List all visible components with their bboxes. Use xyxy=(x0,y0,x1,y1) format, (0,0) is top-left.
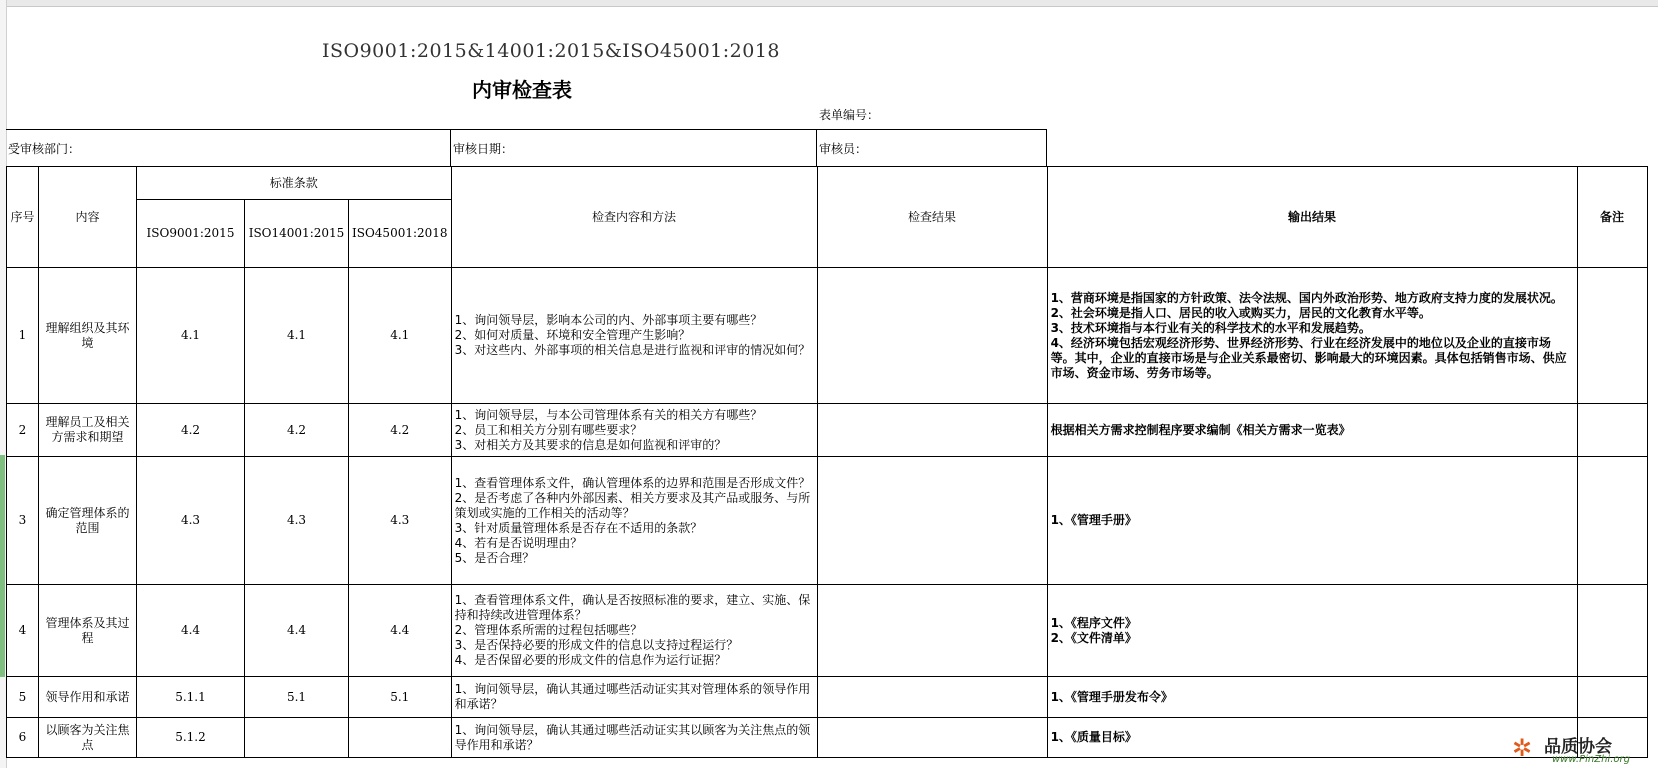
cell-iso14001: 4.2 xyxy=(245,404,349,457)
header-standard-clauses: 标准条款 xyxy=(137,167,452,200)
header-iso45001: ISO45001:2018 xyxy=(349,200,452,268)
header-iso14001: ISO14001:2015 xyxy=(245,200,349,268)
checklist-table xyxy=(6,166,1648,758)
header-seq: 序号 xyxy=(7,167,39,268)
cell-iso45001: 4.2 xyxy=(349,404,452,457)
auditor-label: 审核员： xyxy=(819,142,868,156)
cell-output: 1、《程序文件》 2、《文件清单》 xyxy=(1047,585,1577,677)
cell-result xyxy=(817,268,1047,404)
cell-remark xyxy=(1577,677,1647,718)
cell-output: 1、《管理手册》 xyxy=(1047,457,1577,585)
cell-iso14001: 4.1 xyxy=(245,268,349,404)
cell-content: 以顾客为关注焦点 xyxy=(39,718,137,758)
cell-content: 理解组织及其环境 xyxy=(39,268,137,404)
cell-iso14001: 4.4 xyxy=(245,585,349,677)
audit-date-label: 审核日期： xyxy=(453,142,514,156)
cell-iso45001: 4.4 xyxy=(349,585,452,677)
table-row xyxy=(7,404,1648,457)
cell-method: 1、询问领导层，与本公司管理体系有关的相关方有哪些？ 2、员工和相关方分别有哪些要求？ 3、对相关方及其要求的信息是如何监视和评审的？ xyxy=(451,404,817,457)
column-header-strip xyxy=(0,0,1658,7)
cell-result xyxy=(817,585,1047,677)
cell-method: 1、查看管理体系文件，确认管理体系的边界和范围是否形成文件？ 2、是否考虑了各种内外部因素、相关方要求及其产品或服务、与所策划或实施的工作相关的活动等？ 3、针对质量管理体系是否存在不适用的条款？ 4、若有是否说明理由？ 5、是否合理？ xyxy=(451,457,817,585)
cell-remark xyxy=(1577,404,1647,457)
cell-method: 1、询问领导层，影响本公司的内、外部事项主要有哪些？ 2、如何对质量、环境和安全管理产生影响？ 3、对这些内、外部事项的相关信息是进行监视和评审的情况如何？ xyxy=(451,268,817,404)
header-method: 检查内容和方法 xyxy=(451,167,817,268)
cell-content: 理解员工及相关方需求和期望 xyxy=(39,404,137,457)
cell-output: 根据相关方需求控制程序要求编制《相关方需求一览表》 xyxy=(1047,404,1577,457)
table-row xyxy=(7,585,1648,677)
table-row xyxy=(7,718,1648,758)
table-row xyxy=(7,268,1648,404)
cell-iso45001 xyxy=(349,718,452,758)
header-row xyxy=(7,167,1648,200)
info-row-divider xyxy=(1046,129,1047,166)
cell-iso14001: 4.3 xyxy=(245,457,349,585)
info-row-divider xyxy=(450,129,451,166)
cell-iso9001: 5.1.1 xyxy=(137,677,245,718)
audited-department-label: 受审核部门： xyxy=(8,142,81,156)
cell-method: 1、询问领导层，确认其通过哪些活动证实其对管理体系的领导作用和承诺？ xyxy=(451,677,817,718)
cell-iso9001: 4.3 xyxy=(137,457,245,585)
header-iso9001: ISO9001:2015 xyxy=(137,200,245,268)
cell-iso45001: 4.3 xyxy=(349,457,452,585)
cell-output: 1、营商环境是指国家的方针政策、法令法规、国内外政治形势、地方政府支持力度的发展状况。 2、社会环境是指人口、居民的收入或购买力，居民的文化教育水平等。 3、技术环境指与本行业有关的科学技术的水平和发展趋势。 4、经济环境包括宏观经济形势、世界经济形势、行业在经济发展中的地位以及企业的直接市场等。其中，企业的直接市场是与企业关系最密切、影响最大的环境因素。具体包括销售市场、供应市场、资金市场、劳务市场等。 xyxy=(1047,268,1577,404)
cell-result xyxy=(817,404,1047,457)
cell-result xyxy=(817,677,1047,718)
cell-content: 管理体系及其过程 xyxy=(39,585,137,677)
cell-content: 领导作用和承诺 xyxy=(39,677,137,718)
header-result: 检查结果 xyxy=(817,167,1047,268)
cell-result xyxy=(817,718,1047,758)
cell-remark xyxy=(1577,268,1647,404)
header-output: 输出结果 xyxy=(1047,167,1577,268)
row-selection-marker xyxy=(0,455,5,677)
watermark-url: www.PinZhi.org xyxy=(1552,754,1630,765)
cell-seq: 4 xyxy=(7,585,39,677)
cell-seq: 2 xyxy=(7,404,39,457)
watermark-name: 品质协会 xyxy=(1544,737,1612,757)
cell-output: 1、《管理手册发布令》 xyxy=(1047,677,1577,718)
cell-iso9001: 5.1.2 xyxy=(137,718,245,758)
form-title: 内审检查表 xyxy=(472,78,572,102)
cell-iso9001: 4.4 xyxy=(137,585,245,677)
cell-iso14001: 5.1 xyxy=(245,677,349,718)
table-row xyxy=(7,677,1648,718)
form-number-label: 表单编号： xyxy=(819,108,880,122)
cell-iso9001: 4.1 xyxy=(137,268,245,404)
watermark xyxy=(1504,730,1654,768)
pinwheel-logo-icon: ✲ xyxy=(1512,734,1533,762)
cell-iso45001: 4.1 xyxy=(349,268,452,404)
cell-iso9001: 4.2 xyxy=(137,404,245,457)
cell-seq: 1 xyxy=(7,268,39,404)
info-row-divider xyxy=(816,129,817,166)
info-row-top-border xyxy=(6,129,1047,130)
cell-remark xyxy=(1577,457,1647,585)
cell-seq: 3 xyxy=(7,457,39,585)
cell-result xyxy=(817,457,1047,585)
cell-method: 1、查看管理体系文件，确认是否按照标准的要求，建立、实施、保持和持续改进管理体系？ 2、管理体系所需的过程包括哪些？ 3、是否保持必要的形成文件的信息以支持过程运行？ 4、是否保留必要的形成文件的信息作为运行证据？ xyxy=(451,585,817,677)
cell-iso45001: 5.1 xyxy=(349,677,452,718)
standards-title: ISO9001:2015&14001:2015&ISO45001:2018 xyxy=(322,40,781,62)
cell-output: 1、《质量目标》 xyxy=(1047,718,1577,758)
cell-method: 1、询问领导层，确认其通过哪些活动证实其以顾客为关注焦点的领导作用和承诺？ xyxy=(451,718,817,758)
cell-remark xyxy=(1577,585,1647,677)
cell-content: 确定管理体系的范围 xyxy=(39,457,137,585)
cell-seq: 5 xyxy=(7,677,39,718)
header-content: 内容 xyxy=(39,167,137,268)
cell-seq: 6 xyxy=(7,718,39,758)
header-remark: 备注 xyxy=(1577,167,1647,268)
table-row xyxy=(7,457,1648,585)
cell-iso14001 xyxy=(245,718,349,758)
